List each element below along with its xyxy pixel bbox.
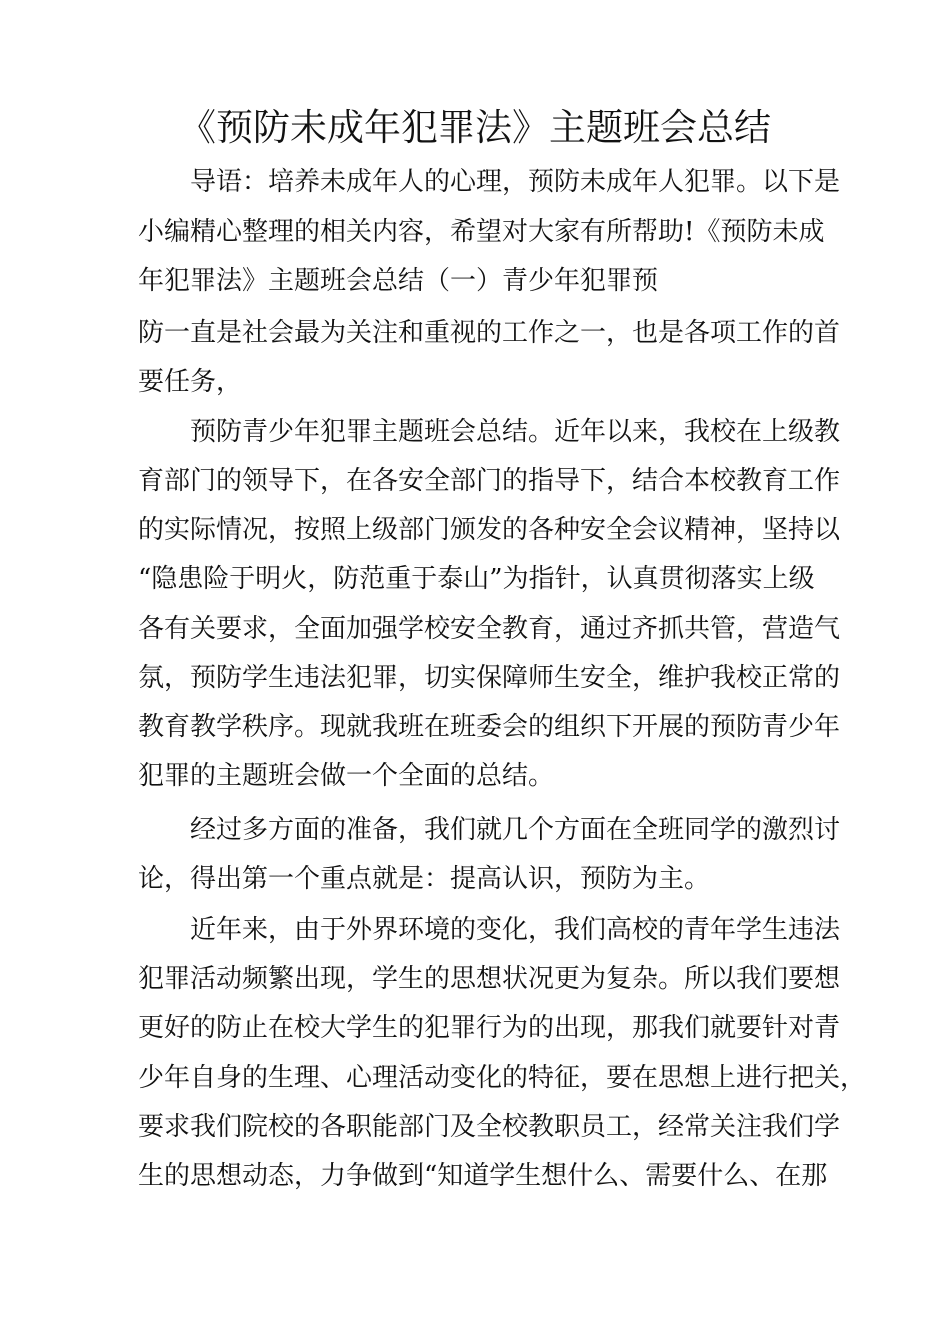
text-line: 预防青少年犯罪主题班会总结。近年以来，我校在上级教 [190, 417, 841, 447]
text-line: 犯罪的主题班会做一个全面的总结。 [138, 761, 555, 791]
text-line: 近年来，由于外界环境的变化，我们高校的青年学生违法 [190, 915, 841, 945]
text-line: 导语：培养未成年人的心理，预防未成年人犯罪。以下是 [190, 167, 841, 197]
text-line: 生的思想动态，力争做到“知道学生想什么、需要什么、在那 [138, 1161, 828, 1191]
text-line: 要任务， [138, 367, 243, 397]
document-title: 《预防未成年犯罪法》主题班会总结 [179, 106, 771, 149]
text-line: “隐患险于明火，防范重于泰山”为指针，认真贯彻落实上级 [138, 564, 815, 594]
text-line: 育部门的领导下，在各安全部门的指导下，结合本校教育工作 [138, 466, 841, 496]
text-line: 少年自身的生理、心理活动变化的特征，要在思想上进行把关， [138, 1063, 867, 1093]
text-line: 的实际情况，按照上级部门颁发的各种安全会议精神，坚持以 [138, 515, 841, 545]
text-line: 年犯罪法》主题班会总结（一）青少年犯罪预 [138, 266, 659, 296]
text-line: 要求我们院校的各职能部门及全校教职员工，经常关注我们学 [138, 1112, 841, 1142]
text-line: 犯罪活动频繁出现，学生的思想状况更为复杂。所以我们要想 [138, 964, 841, 994]
text-line: 更好的防止在校大学生的犯罪行为的出现，那我们就要针对青 [138, 1013, 841, 1043]
text-line: 防一直是社会最为关注和重视的工作之一，也是各项工作的首 [138, 318, 841, 348]
text-line: 小编精心整理的相关内容，希望对大家有所帮助!《预防未成 [138, 217, 825, 247]
text-line: 经过多方面的准备，我们就几个方面在全班同学的激烈讨 [190, 815, 841, 845]
text-line: 教育教学秩序。现就我班在班委会的组织下开展的预防青少年 [138, 712, 841, 742]
text-line: 各有关要求，全面加强学校安全教育，通过齐抓共管，营造气 [138, 614, 841, 644]
text-line: 氛，预防学生违法犯罪，切实保障师生安全，维护我校正常的 [138, 663, 841, 693]
text-line: 论，得出第一个重点就是：提高认识，预防为主。 [138, 864, 711, 894]
